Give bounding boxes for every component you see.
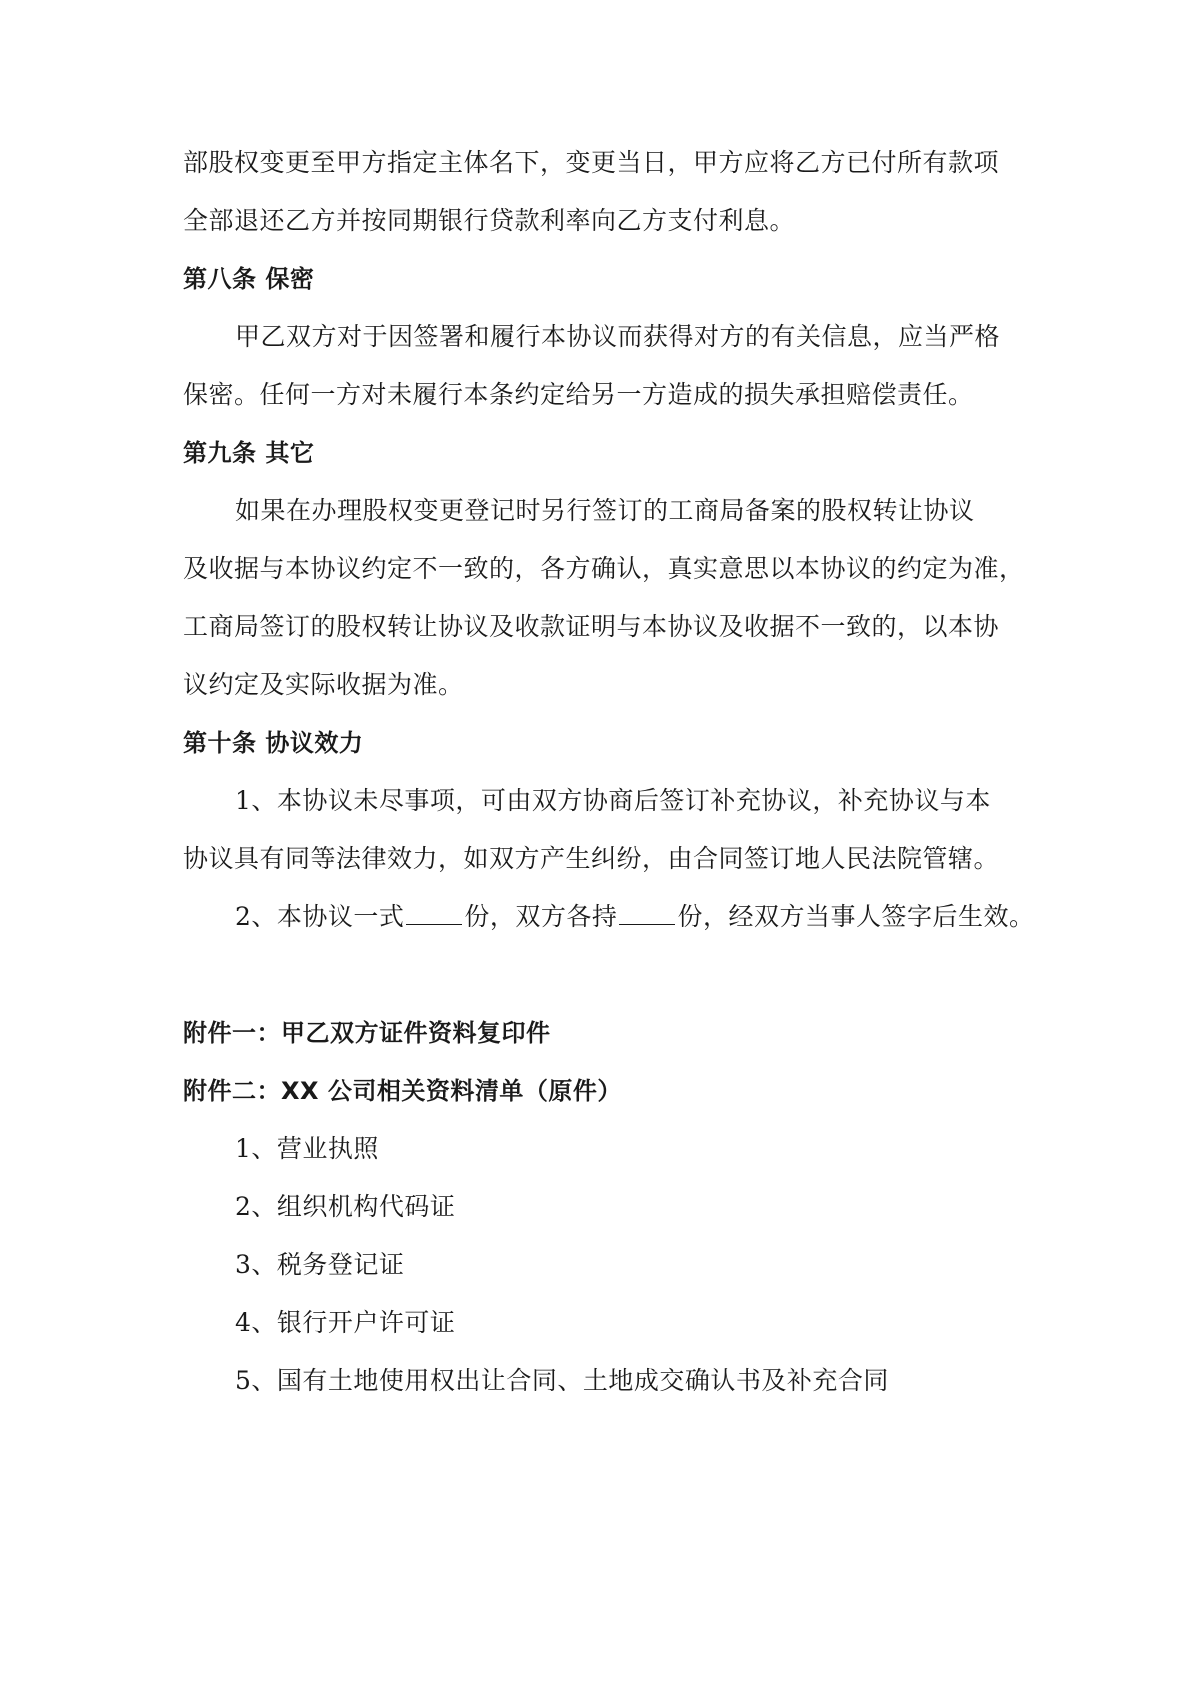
attachment-2-heading: 附件二：XX 公司相关资料清单（原件） [183,1077,622,1105]
paragraph-line: 全部退还乙方并按同期银行贷款利率向乙方支付利息。 [183,206,796,235]
article-9-heading: 第九条 其它 [183,439,315,467]
attachment-1-heading: 附件一：甲乙双方证件资料复印件 [183,1019,551,1047]
clause-copies-line [235,902,1034,932]
attachment-list-item: 3、税务登记证 [235,1250,405,1279]
paragraph-line: 议约定及实际收据为准。 [183,670,464,699]
attachment-list-item: 5、国有土地使用权出让合同、土地成交确认书及补充合同 [235,1366,889,1395]
paragraph-line: 保密。任何一方对未履行本条约定给另一方造成的损失承担赔偿责任。 [183,380,974,409]
clause-copies-text-3: 份，经双方当事人签字后生效。 [677,902,1035,931]
paragraph-line: 协议具有同等法律效力，如双方产生纠纷，由合同签订地人民法院管辖。 [183,844,1000,873]
attachment-list-item: 1、营业执照 [235,1134,379,1163]
attachment-list-item: 2、组织机构代码证 [235,1192,456,1221]
paragraph-line: 如果在办理股权变更登记时另行签订的工商局备案的股权转让协议 [235,496,975,525]
attachment-list-item: 4、银行开户许可证 [235,1308,456,1337]
paragraph-line: 工商局签订的股权转让协议及收款证明与本协议及收据不一致的，以本协 [183,612,1000,641]
paragraph-line: 甲乙双方对于因签署和履行本协议而获得对方的有关信息，应当严格 [235,322,1001,351]
article-10-heading: 第十条 协议效力 [183,729,364,757]
copies-total-blank[interactable] [406,902,462,925]
clause-copies-text-1: 2、本协议一式 [235,902,405,931]
paragraph-line: 1、本协议未尽事项，可由双方协商后签订补充协议，补充协议与本 [235,786,991,815]
copies-each-blank[interactable] [619,902,675,925]
article-8-heading: 第八条 保密 [183,265,315,293]
clause-copies-text-2: 份，双方各持 [464,902,618,931]
paragraph-line: 及收据与本协议约定不一致的，各方确认，真实意思以本协议的约定为准， [183,554,1025,583]
paragraph-line: 部股权变更至甲方指定主体名下，变更当日，甲方应将乙方已付所有款项 [183,148,1000,177]
